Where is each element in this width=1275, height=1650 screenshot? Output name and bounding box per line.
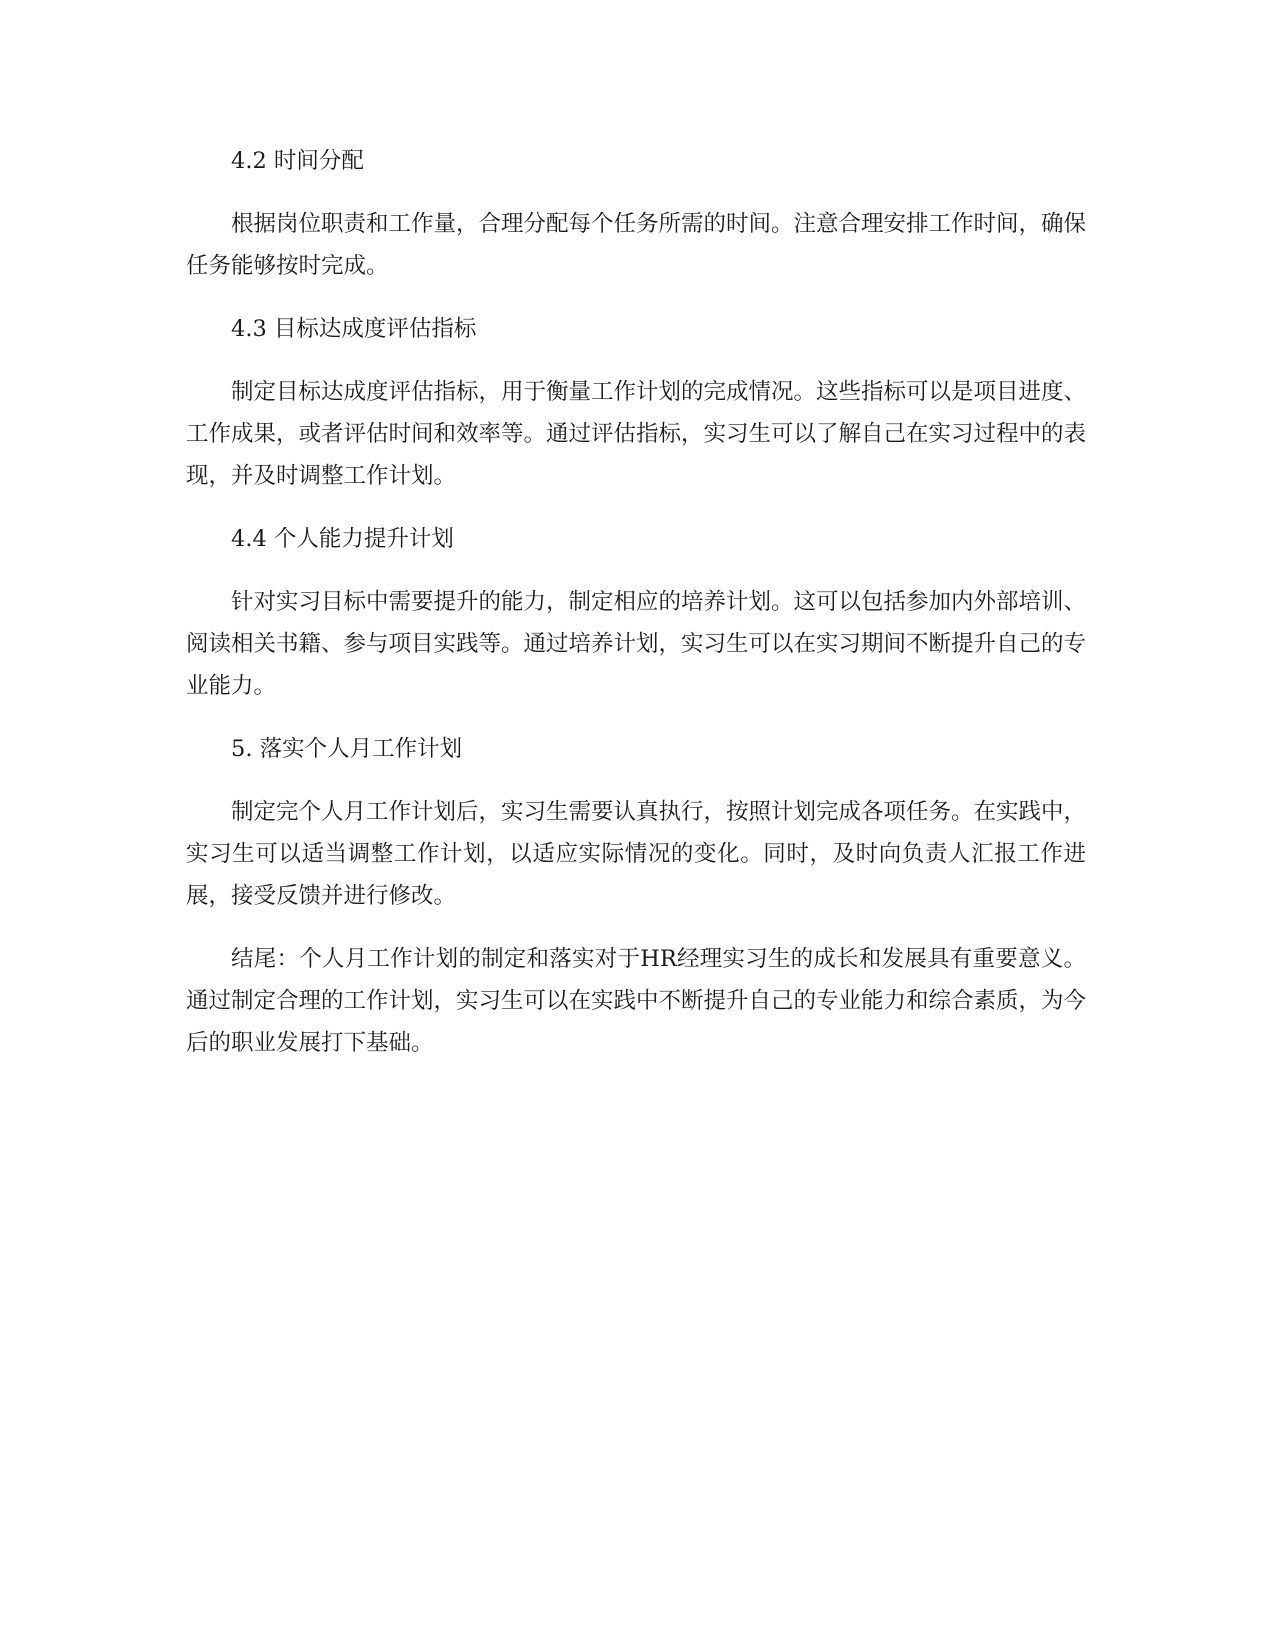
section-paragraph-5: 制定完个人月工作计划后，实习生需要认真执行，按照计划完成各项任务。在实践中，实习生可以适当调整工作计划，以适应实际情况的变化。同时，及时向负责人汇报工作进展，接受反馈并进行修改。 — [186, 799, 1087, 909]
section-heading-4-3: 4.3 目标达成度评估指标 — [231, 316, 477, 342]
section-paragraph-4-3: 制定目标达成度评估指标，用于衡量工作计划的完成情况。这些指标可以是项目进度、工作成果，或者评估时间和效率等。通过评估指标，实习生可以了解自己在实习过程中的表现，并及时调整工作计划。 — [186, 379, 1087, 489]
section-paragraph-4-2: 根据岗位职责和工作量，合理分配每个任务所需的时间。注意合理安排工作时间，确保任务能够按时完成。 — [186, 211, 1087, 279]
section-heading-4-4: 4.4 个人能力提升计划 — [231, 526, 454, 552]
document-body — [186, 140, 1086, 1085]
section-heading-4-2: 4.2 时间分配 — [231, 148, 364, 174]
section-heading-5: 5. 落实个人月工作计划 — [231, 736, 463, 762]
conclusion-paragraph: 结尾：个人月工作计划的制定和落实对于HR经理实习生的成长和发展具有重要意义。通过制定合理的工作计划，实习生可以在实践中不断提升自己的专业能力和综合素质，为今后的职业发展打下基础。 — [186, 946, 1087, 1056]
section-paragraph-4-4: 针对实习目标中需要提升的能力，制定相应的培养计划。这可以包括参加内外部培训、阅读相关书籍、参与项目实践等。通过培养计划，实习生可以在实习期间不断提升自己的专业能力。 — [186, 589, 1087, 699]
